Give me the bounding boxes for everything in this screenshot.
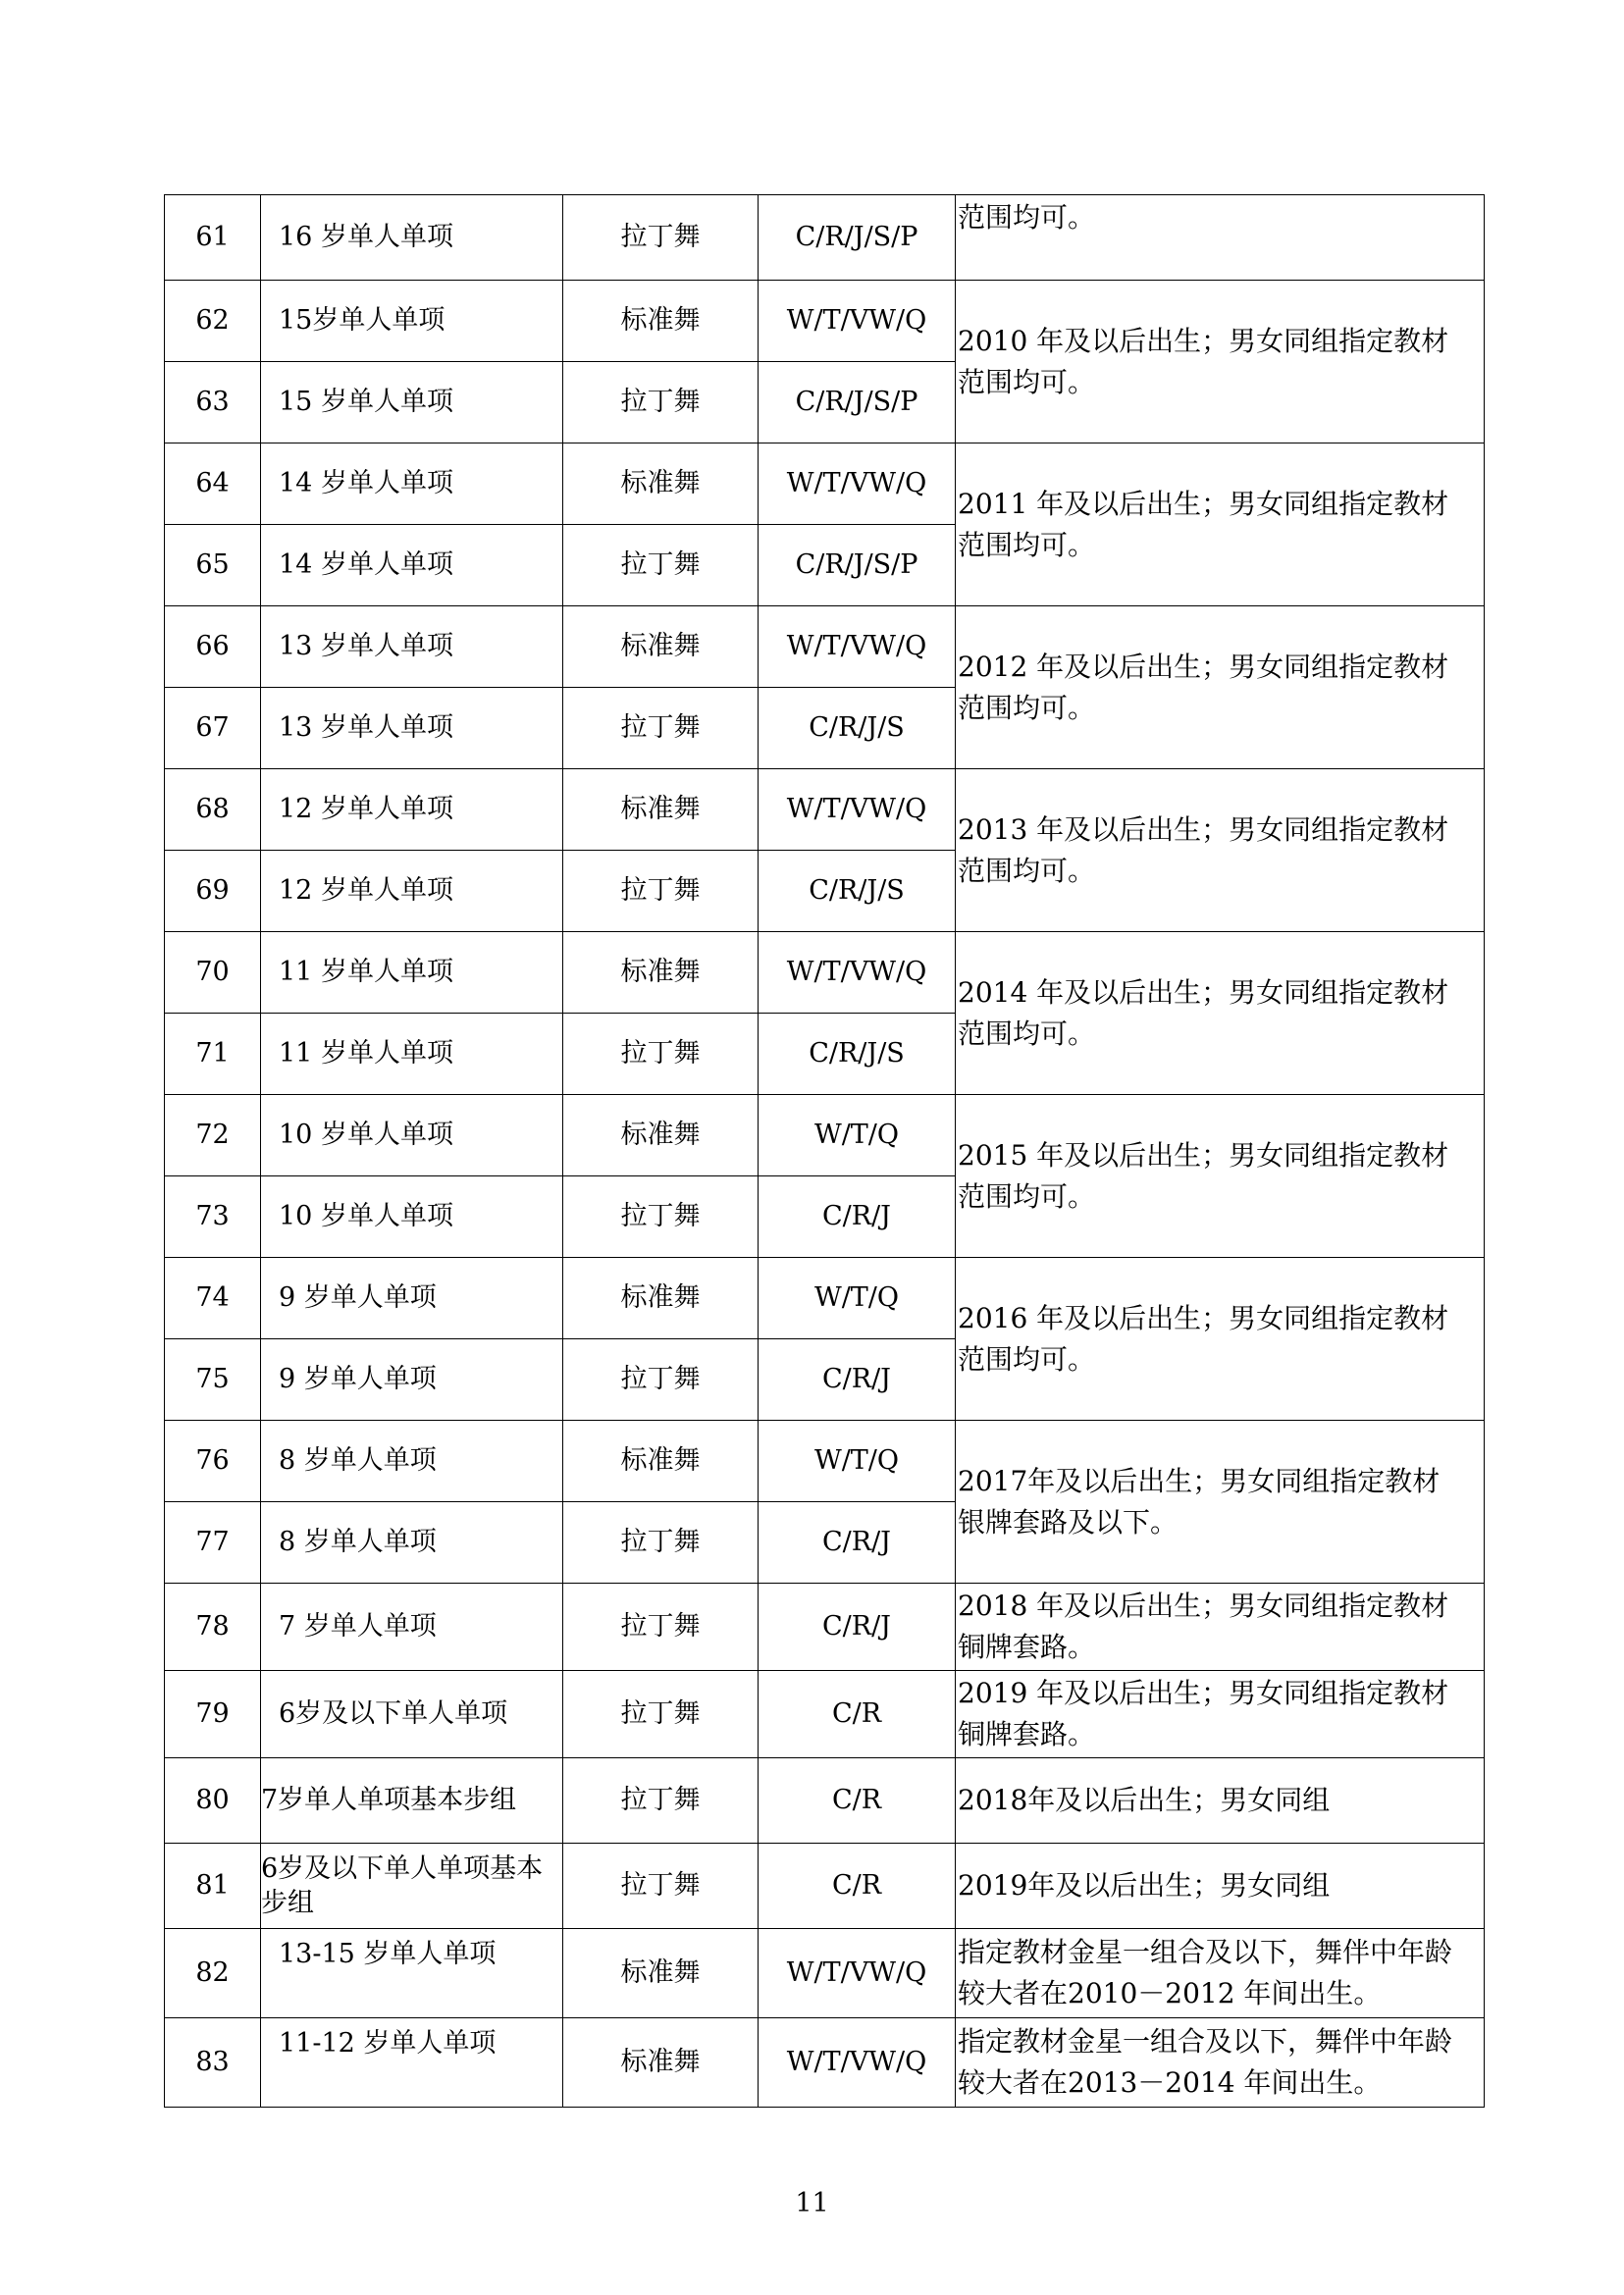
note-line: 范围均可。 bbox=[958, 1342, 1096, 1376]
row-number: 75 bbox=[165, 1339, 261, 1421]
event-name: 13 岁单人单项 bbox=[261, 606, 563, 688]
dance-list: W/T/VW/Q bbox=[759, 1929, 956, 2018]
row-number: 77 bbox=[165, 1502, 261, 1584]
event-name: 9 岁单人单项 bbox=[261, 1339, 563, 1421]
dance-list: W/T/VW/Q bbox=[759, 443, 956, 525]
note-line: 范围均可。 bbox=[958, 691, 1096, 724]
dance-list: C/R/J/S bbox=[759, 1014, 956, 1095]
event-table bbox=[164, 194, 1485, 2108]
row-number: 67 bbox=[165, 688, 261, 769]
table-row bbox=[165, 1929, 1485, 2018]
dance-list: C/R bbox=[759, 1671, 956, 1758]
event-name: 7 岁单人单项 bbox=[261, 1584, 563, 1671]
dance-list: C/R/J bbox=[759, 1584, 956, 1671]
note-line: 铜牌套路。 bbox=[958, 1718, 1096, 1750]
event-name: 11 岁单人单项 bbox=[261, 1014, 563, 1095]
event-name: 6岁及以下单人单项基本步组 bbox=[261, 1844, 563, 1929]
dance-list: W/T/VW/Q bbox=[759, 606, 956, 688]
dance-type: 拉丁舞 bbox=[563, 688, 759, 769]
event-name: 11 岁单人单项 bbox=[261, 932, 563, 1014]
note-line: 2015 年及以后出生；男女同组指定教材 bbox=[958, 1138, 1449, 1172]
event-name: 6岁及以下单人单项 bbox=[261, 1671, 563, 1758]
dance-list: W/T/Q bbox=[759, 1095, 956, 1176]
table-row bbox=[165, 1671, 1485, 1758]
event-note bbox=[956, 443, 1485, 606]
event-note bbox=[956, 1929, 1485, 2018]
event-note bbox=[956, 1844, 1485, 1929]
event-note bbox=[956, 2018, 1485, 2108]
dance-type: 拉丁舞 bbox=[563, 1014, 759, 1095]
dance-list: C/R/J/S bbox=[759, 851, 956, 932]
note-line: 2018年及以后出生；男女同组 bbox=[958, 1784, 1331, 1816]
dance-type: 拉丁舞 bbox=[563, 1584, 759, 1671]
row-number: 73 bbox=[165, 1176, 261, 1258]
dance-type: 拉丁舞 bbox=[563, 1339, 759, 1421]
row-number: 83 bbox=[165, 2018, 261, 2108]
dance-list: C/R/J/S/P bbox=[759, 195, 956, 281]
dance-type: 拉丁舞 bbox=[563, 195, 759, 281]
dance-list: C/R/J/S/P bbox=[759, 525, 956, 606]
row-number: 66 bbox=[165, 606, 261, 688]
dance-list: W/T/VW/Q bbox=[759, 2018, 956, 2108]
table-row bbox=[165, 1421, 1485, 1502]
dance-list: C/R/J bbox=[759, 1339, 956, 1421]
event-name: 10 岁单人单项 bbox=[261, 1095, 563, 1176]
dance-list: W/T/VW/Q bbox=[759, 769, 956, 851]
dance-list: C/R bbox=[759, 1844, 956, 1929]
event-name: 12 岁单人单项 bbox=[261, 851, 563, 932]
dance-type: 拉丁舞 bbox=[563, 525, 759, 606]
row-number: 63 bbox=[165, 362, 261, 443]
table-row bbox=[165, 1258, 1485, 1339]
event-note bbox=[956, 1671, 1485, 1758]
row-number: 64 bbox=[165, 443, 261, 525]
dance-list: C/R/J/S/P bbox=[759, 362, 956, 443]
event-name: 10 岁单人单项 bbox=[261, 1176, 563, 1258]
note-line: 指定教材金星一组合及以下，舞伴中年龄 bbox=[958, 1936, 1453, 1968]
event-note bbox=[956, 1258, 1485, 1421]
table-row bbox=[165, 1584, 1485, 1671]
row-number: 68 bbox=[165, 769, 261, 851]
row-number: 78 bbox=[165, 1584, 261, 1671]
dance-list: C/R bbox=[759, 1758, 956, 1844]
table-row bbox=[165, 1758, 1485, 1844]
dance-type: 标准舞 bbox=[563, 1421, 759, 1502]
table-row bbox=[165, 1095, 1485, 1176]
table-row bbox=[165, 932, 1485, 1014]
note-line: 范围均可。 bbox=[958, 528, 1096, 561]
row-number: 72 bbox=[165, 1095, 261, 1176]
event-name: 15 岁单人单项 bbox=[261, 362, 563, 443]
note-line: 2018 年及以后出生；男女同组指定教材 bbox=[958, 1590, 1449, 1622]
note-line: 较大者在2013－2014 年间出生。 bbox=[958, 2066, 1382, 2099]
event-note bbox=[956, 1421, 1485, 1584]
note-line: 2017年及以后出生；男女同组指定教材 bbox=[958, 1464, 1441, 1497]
row-number: 80 bbox=[165, 1758, 261, 1844]
event-note bbox=[956, 195, 1485, 281]
dance-type: 标准舞 bbox=[563, 932, 759, 1014]
dance-type: 标准舞 bbox=[563, 606, 759, 688]
dance-list: W/T/Q bbox=[759, 1421, 956, 1502]
event-note bbox=[956, 1584, 1485, 1671]
event-note bbox=[956, 769, 1485, 932]
table-row bbox=[165, 195, 1485, 281]
dance-list: C/R/J/S bbox=[759, 688, 956, 769]
event-name: 7岁单人单项基本步组 bbox=[261, 1758, 563, 1844]
dance-type: 拉丁舞 bbox=[563, 1176, 759, 1258]
note-line: 2011 年及以后出生；男女同组指定教材 bbox=[958, 487, 1449, 520]
event-name: 8 岁单人单项 bbox=[261, 1502, 563, 1584]
event-name: 8 岁单人单项 bbox=[261, 1421, 563, 1502]
dance-type: 标准舞 bbox=[563, 769, 759, 851]
note-line: 指定教材金星一组合及以下，舞伴中年龄 bbox=[958, 2025, 1453, 2058]
event-name: 14 岁单人单项 bbox=[261, 443, 563, 525]
event-name: 13-15 岁单人单项 bbox=[261, 1929, 563, 2018]
dance-type: 标准舞 bbox=[563, 2018, 759, 2108]
note-line: 2019年及以后出生；男女同组 bbox=[958, 1869, 1331, 1902]
event-note bbox=[956, 1758, 1485, 1844]
row-number: 82 bbox=[165, 1929, 261, 2018]
note-line: 范围均可。 bbox=[958, 1017, 1096, 1050]
event-name: 9 岁单人单项 bbox=[261, 1258, 563, 1339]
note-line: 范围均可。 bbox=[958, 201, 1096, 234]
event-name: 15岁单人单项 bbox=[261, 281, 563, 362]
row-number: 76 bbox=[165, 1421, 261, 1502]
row-number: 62 bbox=[165, 281, 261, 362]
row-number: 74 bbox=[165, 1258, 261, 1339]
dance-list: W/T/Q bbox=[759, 1258, 956, 1339]
dance-type: 标准舞 bbox=[563, 443, 759, 525]
note-line: 范围均可。 bbox=[958, 854, 1096, 887]
event-note bbox=[956, 1095, 1485, 1258]
event-name: 13 岁单人单项 bbox=[261, 688, 563, 769]
dance-type: 标准舞 bbox=[563, 1258, 759, 1339]
note-line: 范围均可。 bbox=[958, 365, 1096, 398]
dance-type: 标准舞 bbox=[563, 281, 759, 362]
table-row bbox=[165, 606, 1485, 688]
table-row bbox=[165, 281, 1485, 362]
dance-type: 拉丁舞 bbox=[563, 1758, 759, 1844]
dance-list: W/T/VW/Q bbox=[759, 932, 956, 1014]
dance-list: W/T/VW/Q bbox=[759, 281, 956, 362]
event-note bbox=[956, 606, 1485, 769]
event-note bbox=[956, 932, 1485, 1095]
row-number: 61 bbox=[165, 195, 261, 281]
note-line: 范围均可。 bbox=[958, 1179, 1096, 1213]
page-number: 11 bbox=[795, 2188, 829, 2218]
table-row bbox=[165, 443, 1485, 525]
row-number: 65 bbox=[165, 525, 261, 606]
table-row bbox=[165, 769, 1485, 851]
row-number: 81 bbox=[165, 1844, 261, 1929]
note-line: 较大者在2010－2012 年间出生。 bbox=[958, 1977, 1382, 2009]
row-number: 71 bbox=[165, 1014, 261, 1095]
row-number: 69 bbox=[165, 851, 261, 932]
note-line: 2012 年及以后出生；男女同组指定教材 bbox=[958, 650, 1449, 683]
note-line: 2010 年及以后出生；男女同组指定教材 bbox=[958, 324, 1449, 357]
dance-type: 拉丁舞 bbox=[563, 1844, 759, 1929]
note-line: 铜牌套路。 bbox=[958, 1631, 1096, 1663]
table-row bbox=[165, 1844, 1485, 1929]
dance-list: C/R/J bbox=[759, 1176, 956, 1258]
dance-type: 拉丁舞 bbox=[563, 851, 759, 932]
dance-type: 拉丁舞 bbox=[563, 1502, 759, 1584]
note-line: 2019 年及以后出生；男女同组指定教材 bbox=[958, 1677, 1449, 1709]
dance-type: 标准舞 bbox=[563, 1929, 759, 2018]
dance-type: 标准舞 bbox=[563, 1095, 759, 1176]
event-name: 16 岁单人单项 bbox=[261, 195, 563, 281]
event-name: 14 岁单人单项 bbox=[261, 525, 563, 606]
dance-type: 拉丁舞 bbox=[563, 1671, 759, 1758]
note-line: 2014 年及以后出生；男女同组指定教材 bbox=[958, 975, 1449, 1009]
dance-type: 拉丁舞 bbox=[563, 362, 759, 443]
event-name: 12 岁单人单项 bbox=[261, 769, 563, 851]
row-number: 79 bbox=[165, 1671, 261, 1758]
table-row bbox=[165, 2018, 1485, 2108]
note-line: 2016 年及以后出生；男女同组指定教材 bbox=[958, 1301, 1449, 1334]
dance-list: C/R/J bbox=[759, 1502, 956, 1584]
row-number: 70 bbox=[165, 932, 261, 1014]
note-line: 2013 年及以后出生；男女同组指定教材 bbox=[958, 812, 1449, 846]
event-name: 11-12 岁单人单项 bbox=[261, 2018, 563, 2108]
event-note bbox=[956, 281, 1485, 443]
note-line: 银牌套路及以下。 bbox=[958, 1505, 1179, 1539]
